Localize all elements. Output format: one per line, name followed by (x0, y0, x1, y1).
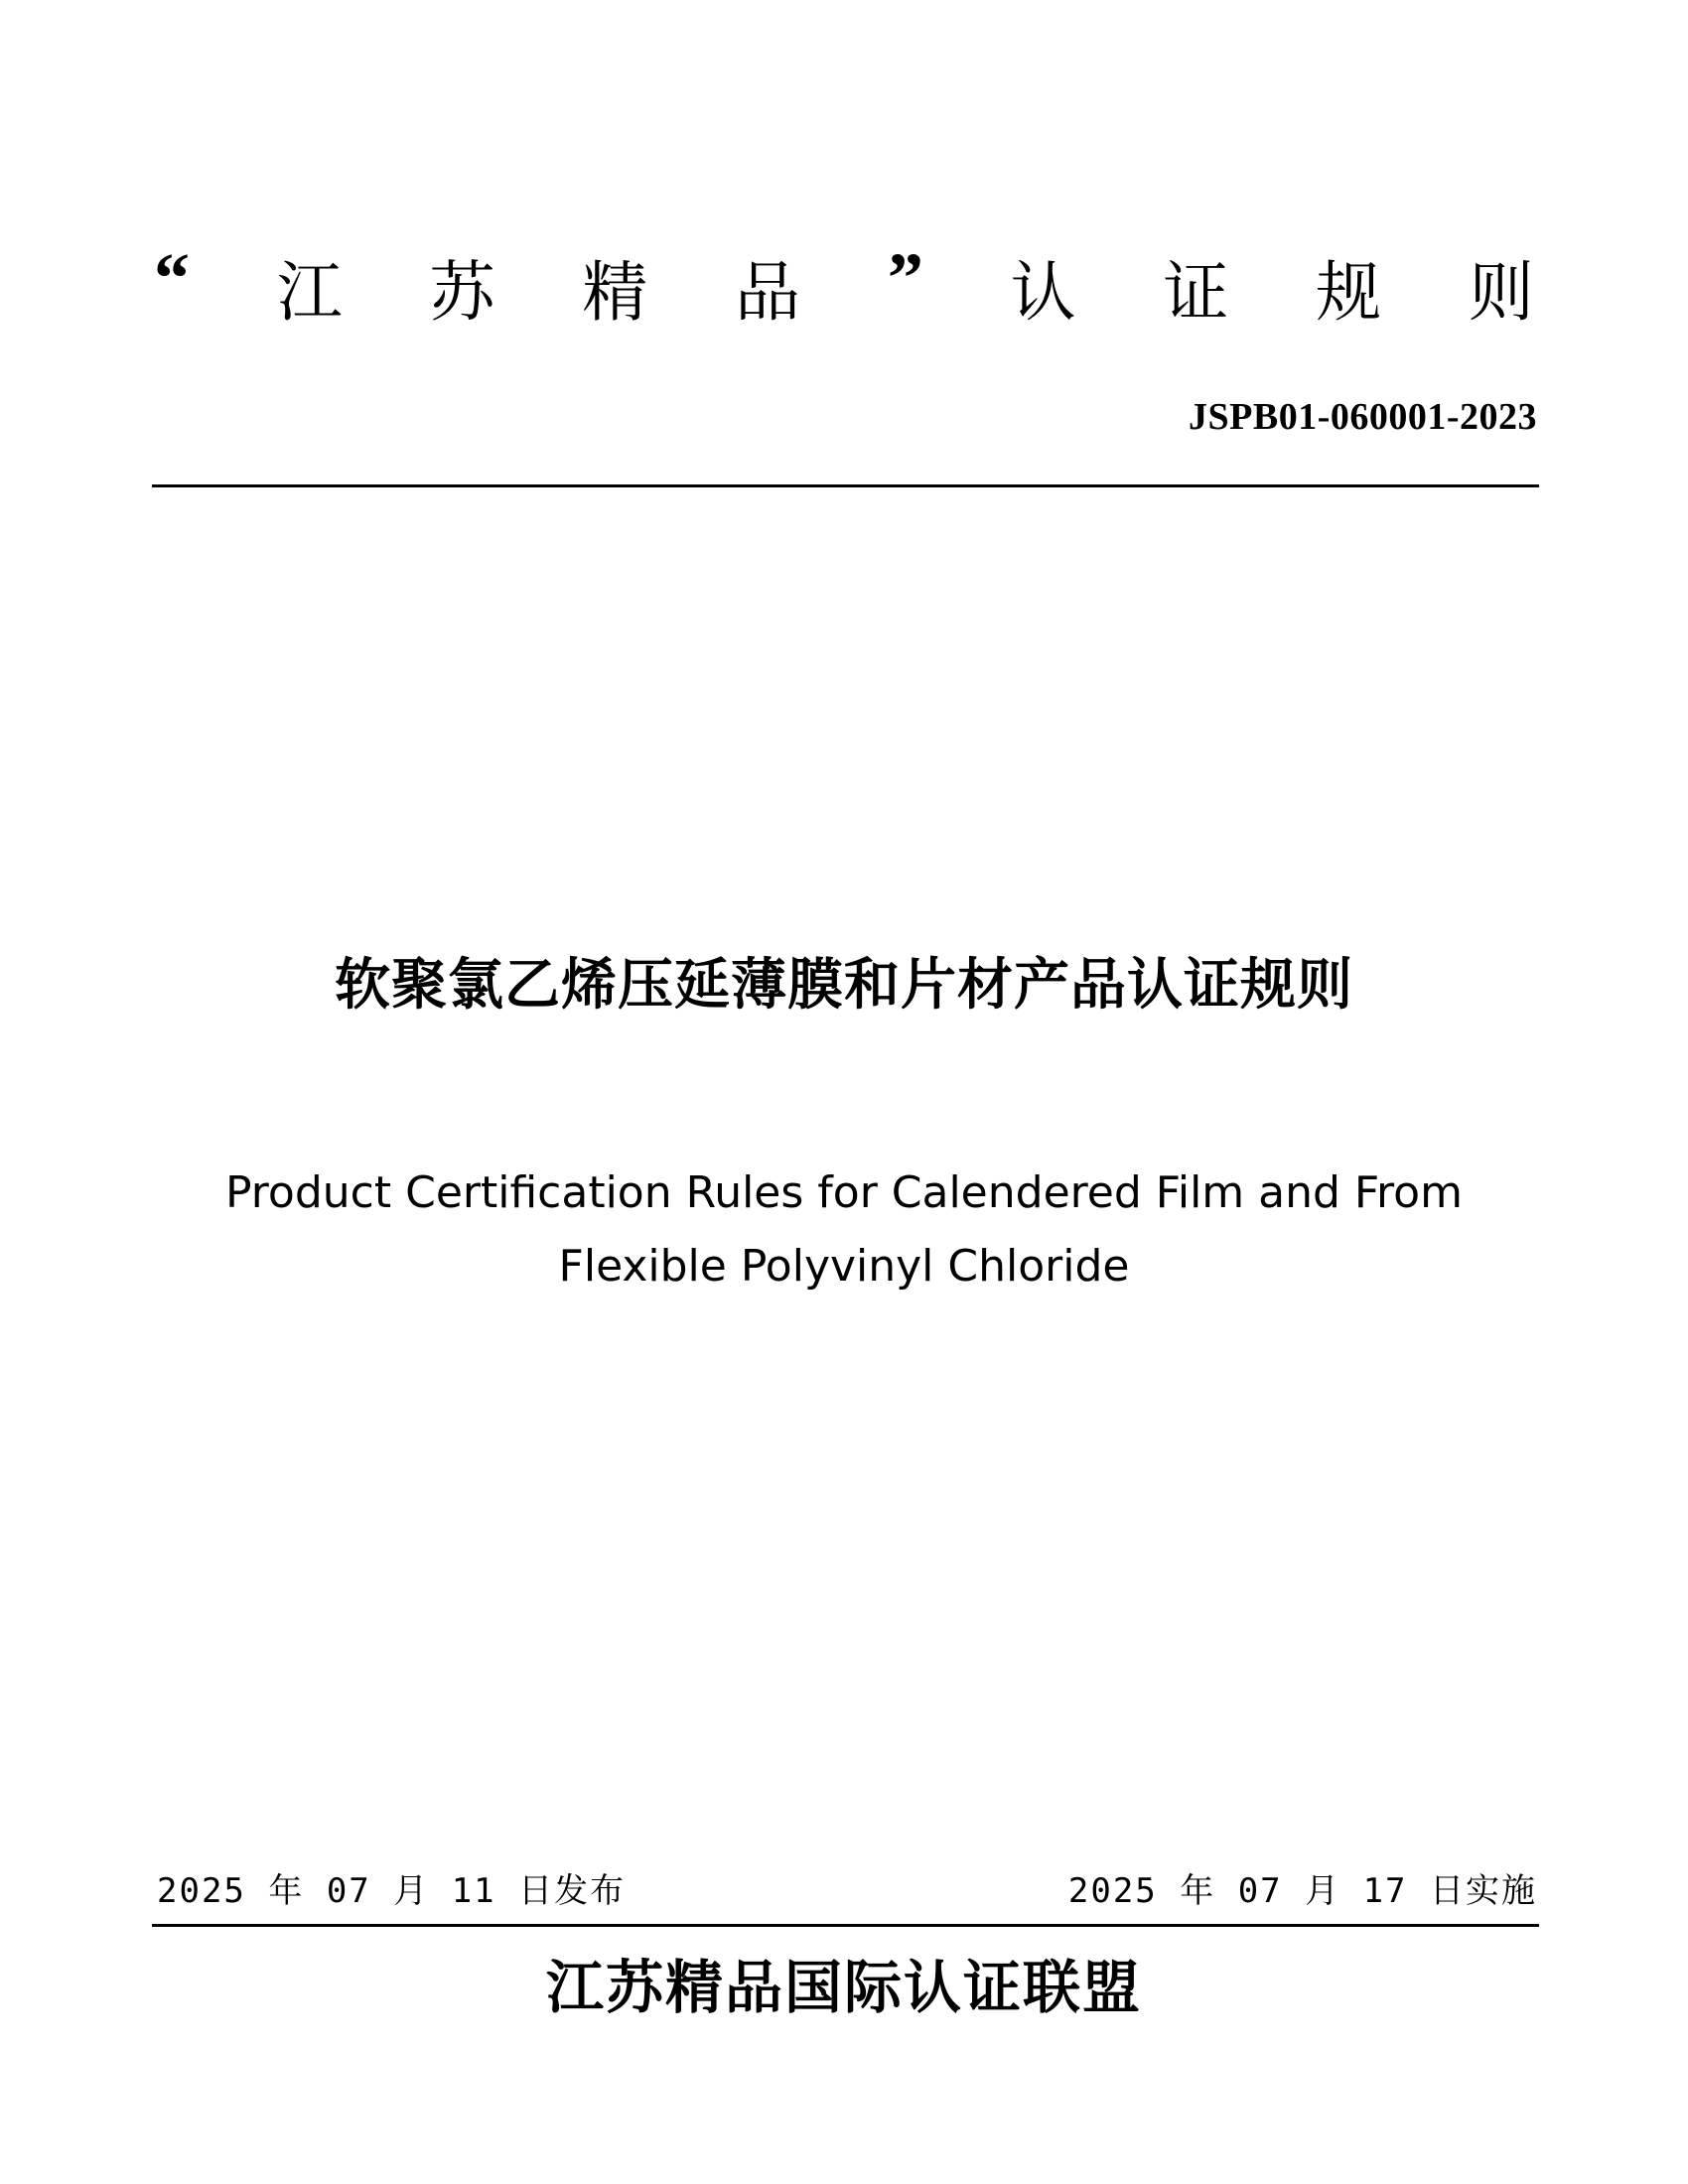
header-title-char: 苏 (429, 254, 495, 331)
chinese-title: 软聚氯乙烯压延薄膜和片材产品认证规则 (335, 952, 1353, 1018)
header-title-open-quote: “ (154, 238, 190, 318)
implement-date: 2025 年 07 月 17 日实施 (1067, 1871, 1537, 1911)
header-title-close-quote: ” (887, 238, 923, 318)
header-title-char: 证 (1163, 254, 1229, 331)
english-title-line-2: Flexible Polyvinyl Chloride (558, 1241, 1130, 1292)
header-title (154, 238, 1534, 338)
english-title (0, 1157, 1688, 1303)
english-title-line-1: Product Certification Rules for Calendered Film and From (225, 1167, 1463, 1218)
publish-date: 2025 年 07 月 11 日发布 (157, 1871, 627, 1911)
top-divider (152, 484, 1539, 487)
header-title-char: 江 (276, 254, 343, 331)
bottom-divider (152, 1924, 1539, 1927)
header-title-char: 则 (1468, 254, 1534, 331)
header-title-char: 规 (1316, 254, 1382, 331)
issuing-organization: 江苏精品国际认证联盟 (545, 1954, 1142, 2021)
document-code: JSPB01-060001-2023 (1189, 396, 1537, 438)
header-title-char: 品 (735, 254, 801, 331)
header-title-char: 认 (1010, 254, 1076, 331)
header-title-char: 精 (582, 254, 648, 331)
